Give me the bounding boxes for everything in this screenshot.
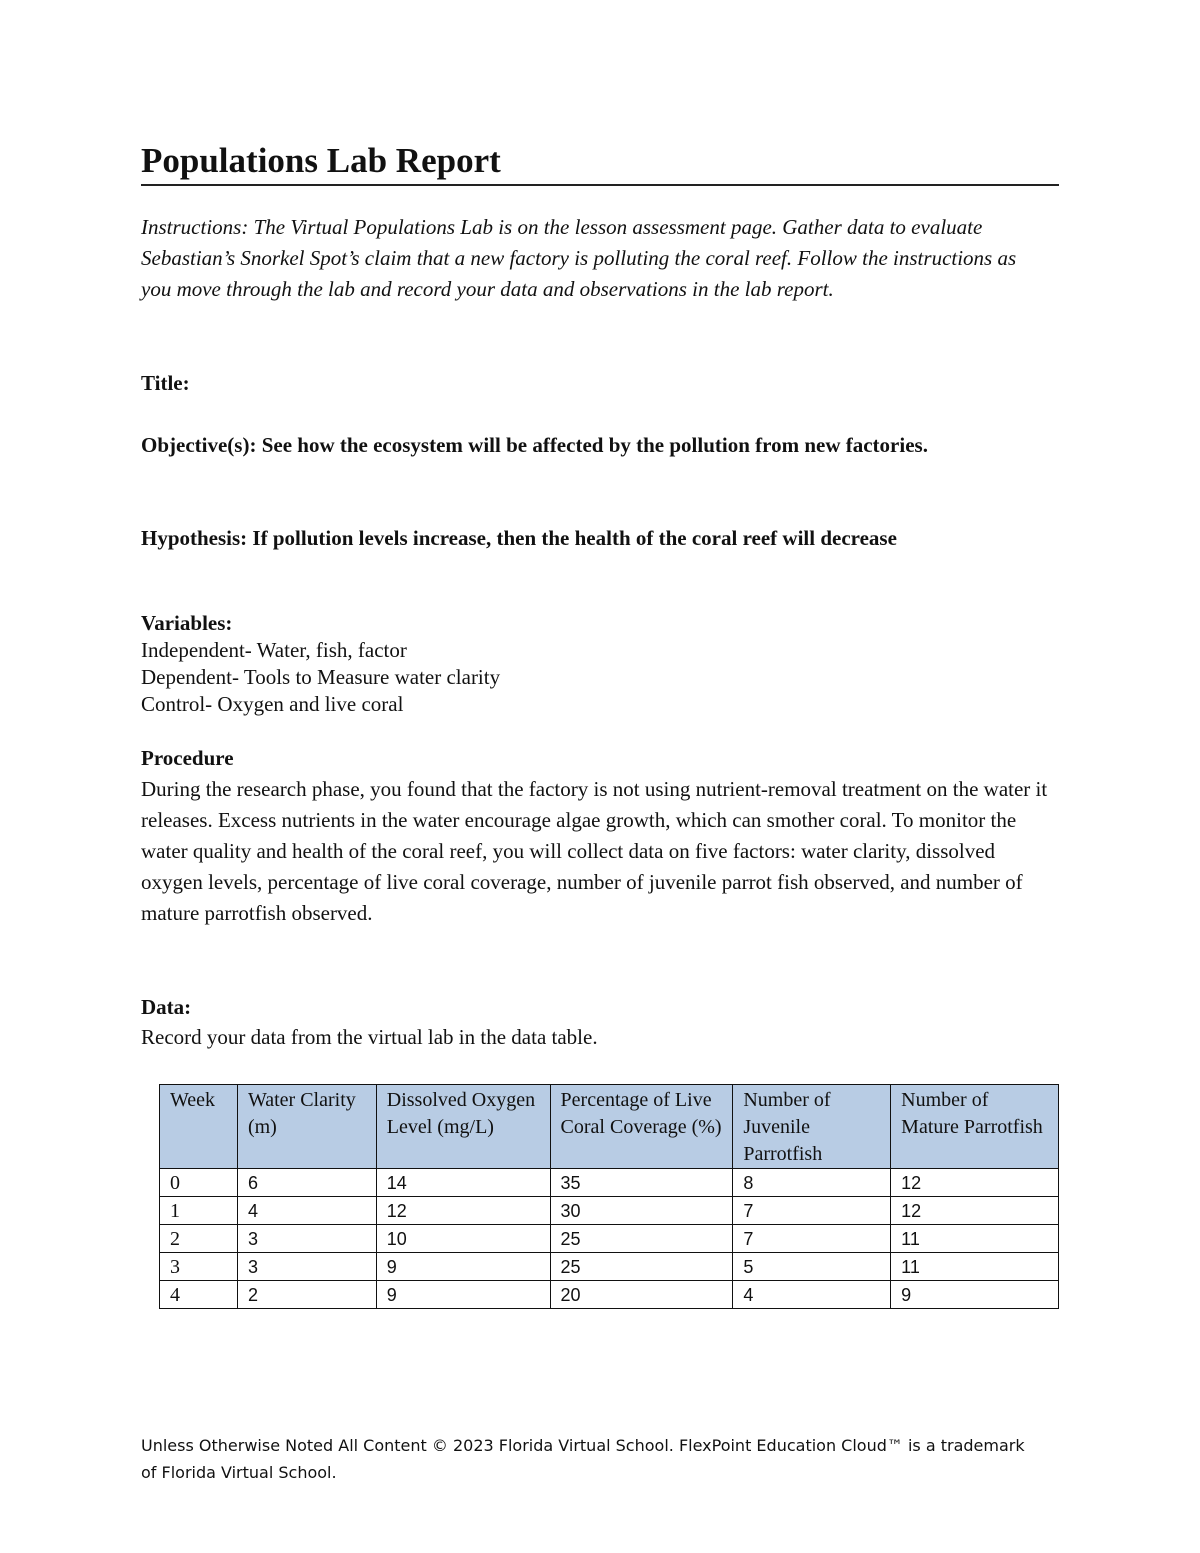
table-cell: 11 xyxy=(891,1225,1059,1253)
table-cell: 1 xyxy=(160,1197,238,1225)
table-cell: 14 xyxy=(376,1169,550,1197)
table-cell: 9 xyxy=(376,1253,550,1281)
table-row xyxy=(160,1197,1059,1225)
variable-control: Control- Oxygen and live coral xyxy=(141,692,404,716)
table-header-row xyxy=(160,1085,1059,1169)
table-cell: 4 xyxy=(237,1197,376,1225)
table-row xyxy=(160,1253,1059,1281)
page-title: Populations Lab Report xyxy=(141,140,1059,186)
table-cell: 0 xyxy=(160,1169,238,1197)
table-cell: 25 xyxy=(550,1253,733,1281)
table-row xyxy=(160,1225,1059,1253)
data-instructions: Record your data from the virtual lab in the data table. xyxy=(141,1025,598,1049)
title-label: Title: xyxy=(141,371,190,395)
variables-heading: Variables: xyxy=(141,611,233,635)
column-header-week: Week xyxy=(160,1085,238,1169)
table-cell: 9 xyxy=(891,1281,1059,1309)
table-cell: 4 xyxy=(733,1281,891,1309)
table-cell: 5 xyxy=(733,1253,891,1281)
copyright-footer: Unless Otherwise Noted All Content © 2023 Florida Virtual School. FlexPoint Education Cloud™ is a trademark of Florida Virtual School. xyxy=(141,1436,1025,1482)
table-cell: 12 xyxy=(891,1197,1059,1225)
table-row xyxy=(160,1281,1059,1309)
table-cell: 10 xyxy=(376,1225,550,1253)
column-header-live-coral: Percentage of Live Coral Coverage (%) xyxy=(550,1085,733,1169)
table-row xyxy=(160,1169,1059,1197)
instructions-paragraph: Instructions: The Virtual Populations Lab is on the lesson assessment page. Gather data to evaluate Sebastian’s Snorkel Spot’s claim that a new factory is polluting the coral reef. Follow the instructions as you move through the lab and record your data and observations in the lab report. xyxy=(141,215,1017,301)
table-cell: 8 xyxy=(733,1169,891,1197)
table-cell: 3 xyxy=(237,1253,376,1281)
procedure-paragraph: During the research phase, you found that the factory is not using nutrient-removal treatment on the water it releases. Excess nutrients in the water encourage algae growth, which can smother coral. To monitor the water quality and health of the coral reef, you will collect data on five factors: water clarity, dissolved oxygen levels, percentage of live coral coverage, number of juvenile parrot fish observed, and number of mature parrotfish observed. xyxy=(141,777,1048,925)
table-cell: 35 xyxy=(550,1169,733,1197)
table-cell: 7 xyxy=(733,1225,891,1253)
hypothesis-line: Hypothesis: If pollution levels increase, then the health of the coral reef will decrease xyxy=(141,526,897,550)
table-cell: 30 xyxy=(550,1197,733,1225)
variable-dependent: Dependent- Tools to Measure water clarity xyxy=(141,665,501,689)
procedure-heading: Procedure xyxy=(141,746,234,770)
variable-independent: Independent- Water, fish, factor xyxy=(141,638,407,662)
table-cell: 11 xyxy=(891,1253,1059,1281)
table-cell: 12 xyxy=(376,1197,550,1225)
table-cell: 2 xyxy=(160,1225,238,1253)
column-header-mature-parrotfish: Number of Mature Parrotfish xyxy=(891,1085,1059,1169)
table-cell: 9 xyxy=(376,1281,550,1309)
table-cell: 25 xyxy=(550,1225,733,1253)
table-cell: 3 xyxy=(160,1253,238,1281)
table-cell: 2 xyxy=(237,1281,376,1309)
table-cell: 7 xyxy=(733,1197,891,1225)
data-heading: Data: xyxy=(141,995,192,1019)
table-cell: 12 xyxy=(891,1169,1059,1197)
table-cell: 6 xyxy=(237,1169,376,1197)
column-header-dissolved-oxygen: Dissolved Oxygen Level (mg/L) xyxy=(376,1085,550,1169)
objective-line: Objective(s): See how the ecosystem will be affected by the pollution from new factories. xyxy=(141,433,928,457)
column-header-water-clarity: Water Clarity (m) xyxy=(237,1085,376,1169)
table-cell: 4 xyxy=(160,1281,238,1309)
table-cell: 3 xyxy=(237,1225,376,1253)
table-cell: 20 xyxy=(550,1281,733,1309)
data-table xyxy=(159,1084,1059,1309)
column-header-juvenile-parrotfish: Number of Juvenile Parrotfish xyxy=(733,1085,891,1169)
